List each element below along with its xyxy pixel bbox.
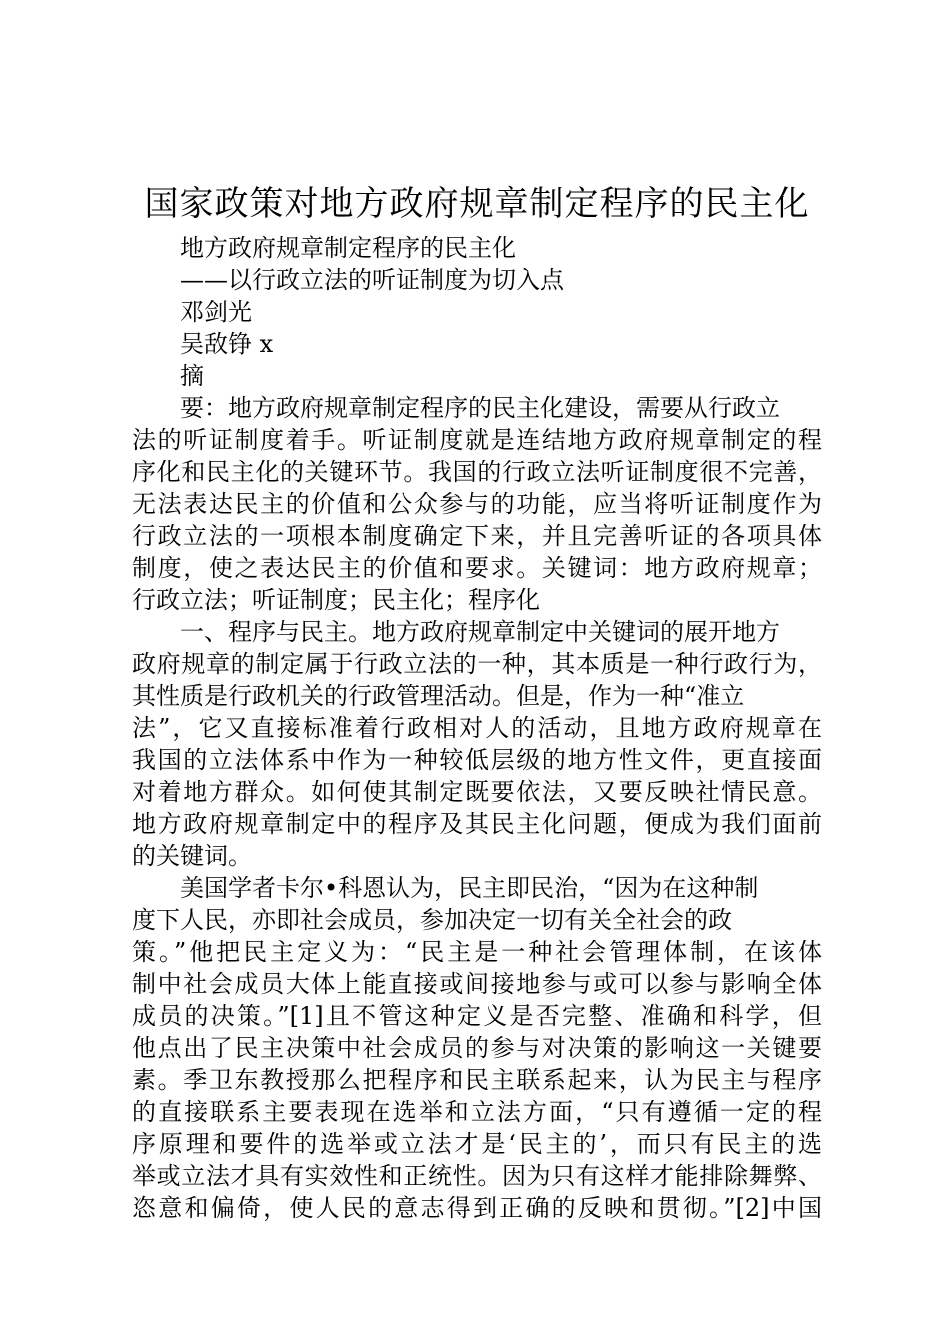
text-line: 行政立法的一项根本制度确定下来，并且完善听证的各项具体 [132,522,822,550]
document-body [132,232,822,1224]
text-line: 要：地方政府规章制定程序的民主化建设，需要从行政立 [180,394,780,422]
text-line: 对着地方群众。如何使其制定既要依法，又要反映社情民意。 [132,778,822,806]
text-line: 素。季卫东教授那么把程序和民主联系起来，认为民主与程序 [132,1066,822,1094]
text-line: 美国学者卡尔•科恩认为，民主即民治，“因为在这种制 [180,874,759,902]
abstract-label: 摘 [180,362,204,390]
author-name: 邓剑光 [180,298,252,326]
text-line: 我国的立法体系中作为一种较低层级的地方性文件，更直接面 [132,746,822,774]
text-line: 序化和民主化的关键环节。我国的行政立法听证制度很不完善， [132,458,822,486]
page-title: 国家政策对地方政府规章制定程序的民主化 [144,184,810,224]
text-line: 他点出了民主决策中社会成员的参与对决策的影响这一关键要 [132,1034,822,1062]
text-line: 制度，使之表达民主的价值和要求。关键词：地方政府规章； [132,554,822,582]
text-line: 制中社会成员大体上能直接或间接地参与或可以参与影响全体 [132,970,822,998]
text-line: 举或立法才具有实效性和正统性。因为只有这样才能排除舞弊、 [132,1162,822,1190]
text-line: 度下人民，亦即社会成员，参加决定一切有关全社会的政 [132,906,732,934]
text-line: 的关键词。 [132,842,252,870]
subtitle: 地方政府规章制定程序的民主化 [180,234,516,262]
text-line: 行政立法；听证制度；民主化；程序化 [132,586,540,614]
body-lines [132,392,822,1224]
text-line: 其性质是行政机关的行政管理活动。但是，作为一种“准立 [132,682,745,710]
text-line: 政府规章的制定属于行政立法的一种，其本质是一种行政行为， [132,650,822,678]
author-name: 吴敌铮 x [180,330,274,358]
text-line: 一、程序与民主。地方政府规章制定中关键词的展开地方 [180,618,780,646]
text-line: 恣意和偏倚，使人民的意志得到正确的反映和贯彻。”[2]中国 [132,1194,822,1222]
text-line: 地方政府规章制定中的程序及其民主化问题，便成为我们面前 [132,810,822,838]
text-line: 法的听证制度着手。听证制度就是连结地方政府规章制定的程 [132,426,822,454]
text-line: 无法表达民主的价值和公众参与的功能，应当将听证制度作为 [132,490,822,518]
text-line: 法”，它又直接标准着行政相对人的活动，且地方政府规章在 [132,714,822,742]
text-line: 序原理和要件的选举或立法才是‘民主的’，而只有民主的选 [132,1130,822,1158]
text-line: 成员的决策。”[1]且不管这种定义是否完整、准确和科学，但 [132,1002,822,1030]
text-line: 的直接联系主要表现在选举和立法方面，“只有遵循一定的程 [132,1098,822,1126]
subtitle-topic: ——以行政立法的听证制度为切入点 [180,266,564,294]
text-line: 策。”他把民主定义为：“民主是一种社会管理体制，在该体 [132,938,822,966]
